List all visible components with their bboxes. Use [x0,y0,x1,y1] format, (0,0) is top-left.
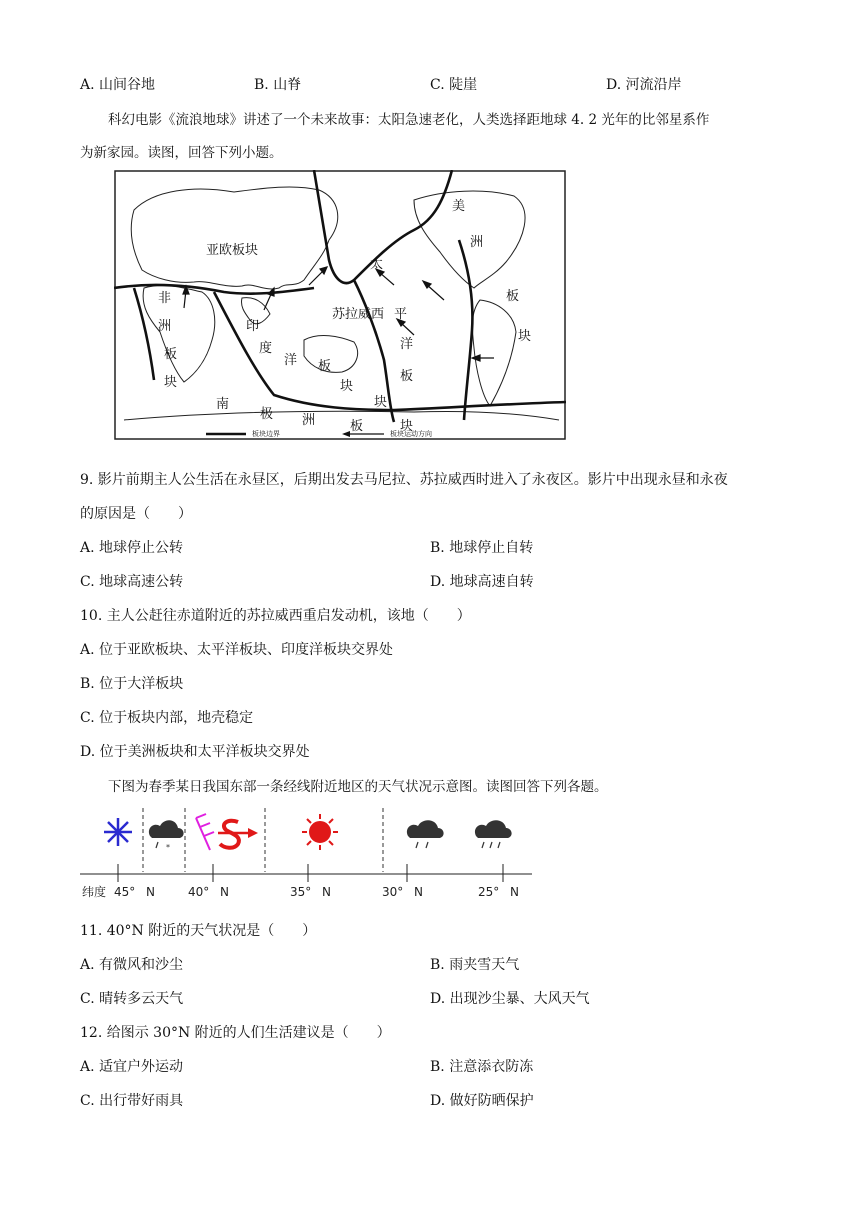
q11-option-b: B. 雨夹雪天气 [430,957,520,973]
tick-30-n: N [414,885,423,899]
map-label-america-2: 洲 [470,235,484,250]
option-c-prev: C. 陡崖 [430,77,478,93]
option-b-prev: B. 山脊 [254,77,302,93]
map-label-antarctic-2: 极 [260,407,274,422]
q12-stem: 12. 给图示 30°N 附近的人们生活建议是（ ） [80,1025,391,1041]
plate-map [114,170,566,440]
q12-option-d: D. 做好防晒保护 [430,1093,534,1109]
map-label-pacific-2: 平 [394,307,408,322]
map-label-india-1: 印 [246,319,260,334]
tick-45-n: N [146,885,155,899]
q10-stem: 10. 主人公赶往赤道附近的苏拉威西重启发动机，该地（ ） [80,608,471,624]
tick-35-n: N [322,885,331,899]
option-d-prev: D. 河流沿岸 [606,77,682,93]
q11-option-c: C. 晴转多云天气 [80,991,184,1007]
intro2: 下图为春季某日我国东部一条经线附近地区的天气状况示意图。读图回答下列各题。 [108,779,608,795]
map-label-pacific-4: 板 [400,369,414,384]
tick-40: 40° [188,885,210,899]
tick-40-n: N [220,885,229,899]
sleet-icon [149,820,184,852]
map-label-africa-4: 块 [164,375,178,390]
map-label-sulawesi: 苏拉威西 [332,307,385,322]
weather-figure [80,800,540,904]
q11-stem: 11. 40°N 附近的天气状况是（ ） [80,923,317,939]
map-label-antarctic-5: 块 [374,395,388,410]
tick-25-n: N [510,885,519,899]
map-label-pacific-1: 太 [370,257,384,272]
map-label-america-1: 美 [452,199,466,214]
rain-icon [475,820,512,848]
q9-stem-line2: 的原因是（ ） [80,506,192,522]
wind-icon [196,814,214,850]
tick-25: 25° [478,885,500,899]
q12-option-b: B. 注意添衣防冻 [430,1059,534,1075]
q11-option-a: A. 有微风和沙尘 [80,957,184,973]
q9-option-b: B. 地球停止自转 [430,540,534,556]
option-a-prev: A. 山间谷地 [80,77,156,93]
map-label-africa-1: 非 [158,291,172,306]
sandstorm-icon [218,821,258,848]
q10-option-b: B. 位于大洋板块 [80,676,184,692]
map-label-antarctic-1: 南 [216,397,230,412]
tick-35: 35° [290,885,312,899]
weather-axis-label: 纬度 [82,885,107,899]
map-label-india-3: 洋 [284,353,298,368]
q10-option-d: D. 位于美洲板块和太平洋板块交界处 [80,744,310,760]
map-label-india-2: 度 [259,341,273,356]
q10-option-c: C. 位于板块内部，地壳稳定 [80,710,254,726]
map-label-africa-2: 洲 [158,319,172,334]
tick-45: 45° [114,885,136,899]
map-label-india-4: 板 [318,359,332,374]
map-label-antarctic-3: 洲 [302,413,316,428]
q12-option-a: A. 适宜户外运动 [80,1059,184,1075]
snow-icon [104,818,132,846]
weather-diagram [80,800,540,904]
tick-30: 30° [382,885,404,899]
map-label-pacific-5: 块 [400,419,414,434]
map-label-antarctic-4: 板 [350,419,364,434]
legend-direction: 板块运动方向 [390,430,432,438]
q9-stem-line1: 9. 影片前期主人公生活在永昼区，后期出发去马尼拉、苏拉威西时进入了永夜区。影片中出现永昼和永夜 [80,472,728,488]
map-label-eurasia: 亚欧板块 [206,243,259,258]
q9-option-a: A. 地球停止公转 [80,540,184,556]
map-label-africa-3: 板 [164,347,178,362]
legend-boundary: 板块边界 [252,430,280,438]
map-label-india-5: 块 [340,379,354,394]
map-label-pacific-3: 洋 [400,337,414,352]
intro1-line1: 科幻电影《流浪地球》讲述了一个未来故事：太阳急速老化，人类选择距地球 4. 2 光年的比邻星系作 [108,112,710,128]
plate-map-figure [114,170,566,440]
intro1-line2: 为新家园。读图，回答下列小题。 [80,145,283,161]
q10-option-a: A. 位于亚欧板块、太平洋板块、印度洋板块交界处 [80,642,394,658]
q9-option-c: C. 地球高速公转 [80,574,184,590]
q9-option-d: D. 地球高速自转 [430,574,534,590]
q12-option-c: C. 出行带好雨具 [80,1093,184,1109]
q11-option-d: D. 出现沙尘暴、大风天气 [430,991,590,1007]
svg-text:*: * [166,843,170,852]
map-label-america-4: 块 [518,329,532,344]
light-rain-icon [407,820,444,848]
map-label-america-3: 板 [506,289,520,304]
sun-icon [302,814,338,850]
